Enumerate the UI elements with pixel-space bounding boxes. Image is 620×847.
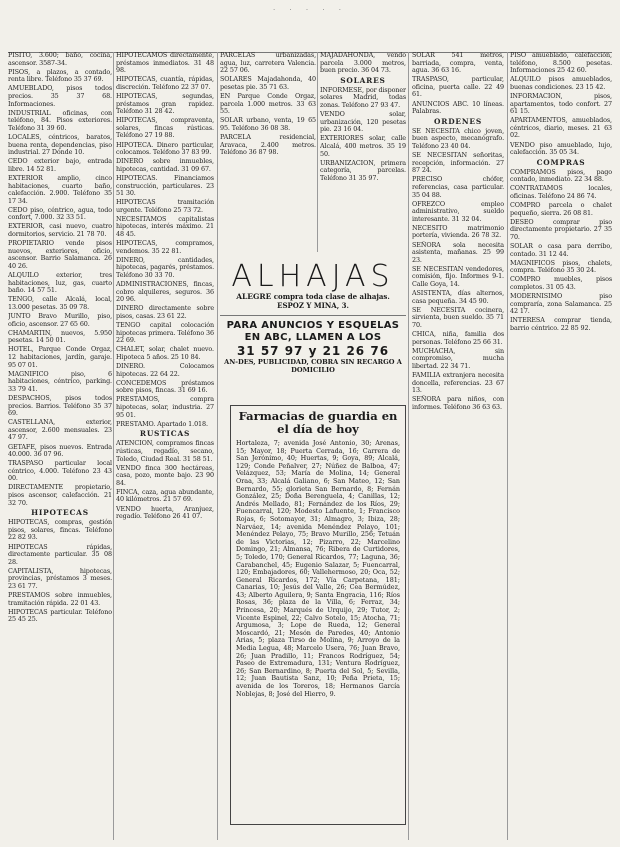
alhajas-brand: ALEGRE: [236, 292, 272, 301]
classified-ad: COMPRO parcela o chalet pequeño, sierra. 26 08 81.: [510, 201, 612, 217]
classified-ad: CHALET, solar, chalet nuevo. Hipoteca 5 años. 25 10 84.: [116, 345, 214, 361]
classified-ad: DIRECTAMENTE propietario, pisos ascensor, calefacción. 21 32 70.: [8, 483, 112, 507]
classified-ad: SOLAR urbano, venta, 19 65 95. Teléfono 36 08 38.: [220, 116, 316, 132]
classified-ad: ALQUILO pisos amueblados, buenas condiciones. 23 15 42.: [510, 75, 612, 91]
classified-ad: PARCELA residencial, Aravaca, 2.400 metros. Teléfono 36 87 98.: [220, 132, 316, 157]
classified-column-3: [220, 52, 316, 252]
column-divider: [507, 52, 508, 840]
classified-ad: SOLAR o casa para derribo, contado. 31 12 44.: [510, 242, 612, 258]
alhajas-ad: [220, 259, 406, 310]
classified-ad: CHAMARTIN, nuevos, 5.950 pesetas. 14 50 01.: [8, 328, 112, 345]
classified-ad: HIPOTECA. Dinero particular, colocamos. Teléfono 37 83 99.: [116, 140, 214, 157]
classified-ad: INDUSTRIAL oficinas, con teléfono, 84. Pisos exteriores. Teléfono 31 39 60.: [8, 108, 112, 132]
classified-ad: INTERESA comprar tienda, barrio céntrico. 22 85 92.: [510, 316, 612, 332]
classified-ad: EXTERIOR amplio, cinco habitaciones, cuarto baño, calefacción. 2.900. Teléfono 35 17 34.: [8, 173, 112, 205]
classified-ad: GETAFE, pisos nuevos. Entrada 40.000. 36 07 96.: [8, 442, 112, 459]
classified-ad: SEÑORA para niños, con informes. Teléfono 36 63 63.: [412, 395, 504, 411]
classified-ad: VENDO huerta, Aranjuez, regadío. Teléfono 26 41 07.: [116, 504, 214, 521]
classified-ad: EXTERIORES solar, calle Alcalá, 400 metros. 35 19 50.: [320, 134, 406, 158]
classified-ad: SE NECESITAN señoritas, recepción, información. 27 87 24.: [412, 151, 504, 175]
alhajas-address: ESPOZ Y MINA, 3.: [277, 301, 349, 310]
classified-ad: SE NECESITA cocinera, sirvienta, buen sueldo. 35 71 70.: [412, 305, 504, 329]
classified-ad: PRESTAMO. Apartado 1.018.: [116, 419, 208, 428]
classified-ad: ATENCION, compramos fincas rústicas, regadío, secano, Toledo, Ciudad Real. 31 58 51.: [116, 439, 214, 463]
classified-ad: TENGO capital colocación hipotecas primera. Teléfono 36 22 69.: [116, 321, 214, 345]
classified-ad: APARTAMENTOS, amueblados, céntricos, diario, meses. 21 63 02.: [510, 116, 612, 140]
classified-ad: DINERO directamente sobre pisos, casas. 23 61 22.: [116, 304, 214, 320]
classified-ad: MUCHACHA, sin compromiso, mucha libertad. 22 34 71.: [412, 346, 504, 370]
classified-column-4: [320, 52, 406, 252]
section-heading: RUSTICAS: [139, 429, 191, 439]
classified-ad: DINERO sobre inmuebles, hipotecas, cantidad. 31 09 67.: [116, 157, 214, 173]
classified-ad: CAPITALISTA, hipotecas, provincias, préstamos 3 meses. 23 61 77.: [8, 566, 112, 590]
classified-ad: HIPOTECAS, compramos, vendemos. 35 22 81.: [116, 239, 214, 255]
classified-column-5: [412, 52, 504, 840]
classified-ad: PISOS, a plazos, a contado, renta libre. Teléfono 35 37 69.: [8, 67, 112, 84]
classified-ad: CEDO piso, céntrico, agua, todo confort, 7.000. 32 33 51.: [8, 205, 112, 222]
classified-ad: COMPRAMOS pisos, pago contado, inmediato. 22 34 88.: [510, 167, 612, 184]
section-heading: ORDENES: [434, 116, 482, 126]
anuncios-footer: AN-DES, PUBLICIDAD, COBRA SIN RECARGO A DOMICILIO: [224, 358, 402, 374]
classified-ad: DINERO. Colocamos hipotecas. 22 64 22.: [116, 362, 214, 378]
classified-ad: MAGNIFICO piso, 6 habitaciones, céntrico, parking. 33 79 41.: [8, 369, 112, 393]
classified-ad: CASTELLANA, exterior, ascensor, 2.600 mensuales. 23 47 97.: [8, 418, 112, 442]
anuncios-line-1: PARA ANUNCIOS Y ESQUELAS: [226, 320, 400, 331]
classified-ad: ANUNCIOS ABC. 10 líneas. Palabras.: [412, 99, 504, 116]
classified-ad: JUNTO Bravo Murillo, piso, oficio, ascensor. 27 65 60.: [8, 312, 112, 328]
classified-ad: INFORMACION, pisos, apartamentos, todo confort. 27 61 15.: [510, 91, 612, 116]
classified-ad: PRECISO chófer, referencias, casa particular. 35 04 88.: [412, 175, 504, 199]
classified-ad: PISO amueblado, calefacción, teléfono, 8.500 pesetas. Informaciones 25 42 60.: [510, 52, 612, 75]
classified-ad: HIPOTECAS tramitación urgente. Teléfono 25 73 72.: [116, 198, 214, 214]
classified-ad: SOLAR 541 metros, barriada, compra, venta, agua. 36 63 16.: [412, 52, 504, 75]
classified-ad: PISITO, 3.600; baño, cocina, ascensor. 3587-34.: [8, 52, 112, 67]
column-divider: [113, 52, 114, 840]
farmacias-list: Hortaleza, 7; avenida José Antonio, 30; Arenas, 15; Mayor, 18; Puerta Cerrada, 16; Carrera de San Jerónimo, 40; Huertas, 9; Goya, 89; Alcalá, 129; Conde Peñalver, 27; Núñez de Balboa, 47; Velázquez, 53; María de Molina, 14; General Oraa, 33; Alcalá Galiano, 6; San Mateo, 12; San Bernardo, 55; glorieta San Bernardo, 8; Fernán González, 25; Doña Berenguela, 4; Canillas, 12; Andrés Mellado, 81; Fernández de los Ríos, 29; Fuencarral, 120; Modesto Lafuente, 1; Francisco Rojas, 6; Sotomayor, 31; Almagro, 3; Ibiza, 28; Narváez, 14; avenida Menéndez Pelayo, 101; Menéndez Pelayo, 75; Bravo Murillo, 256; Tetuán de las Victorias, 12; Pizarro, 22; Marcelino Domingo, 21; Almansa, 76; Ribera de Curtidores, 5; Toledo, 170; General Ricardos, 77; Laguna, 36; Carabanchel, 45; Eugenio Salazar, 5; Fuencarral, 120; Embajadores, 60; Vallehermoso, 20; Oca, 52; General Ricardos, 172; Vía Carpetana, 181; Canarias, 10; Jesús del Valle, 26; Cea Bermúdez, 43; Alberto Aguilera, 9; Santa Engracia, 116; Ríos Rosas, 36; plaza de la Villa, 6; Ferraz, 34; Princesa, 20; Marqués de Urquijo, 29; Tutor, 2; Vicente Espinel, 22; Calvo Sotelo, 15; Atocha, 71; Argumosa, 3; Lope de Rueda, 12; General Moscardó, 21; Mesón de Paredes, 40; Antonio Arias, 5; plaza Tirso de Molina, 9; Arroyo de la Media Legua, 48; Marcelo Usera, 76; Juan Bravo, 26; Juan Pradillo, 11; Francos Rodríguez, 54; Paseo de Extremadura, 131; Ventura Rodríguez, 26; San Bernardino, 8; Puerta del Sol, 5; Sevilla, 12; Juan Bautista Sanz, 10; Peña Prieta, 15; avenida de los Toreros, 18; Hermanos García Noblejas, 8; José del Hierro, 9.: [236, 439, 400, 698]
classified-ad: VENDO finca 300 hectáreas, casa, pozo, monte bajo. 23 90 84.: [116, 463, 214, 487]
farmacias-title: Farmacias de guardia en el día de hoy: [238, 409, 398, 436]
anuncios-line-2: EN ABC, LLAMEN A LOS: [244, 332, 382, 343]
column-divider: [408, 52, 409, 840]
alhajas-description: compra toda clase de alhajas.: [273, 292, 390, 301]
classified-ad: ADMINISTRACIONES, fincas, cobro alquileres, seguros. 36 20 96.: [116, 280, 214, 304]
classified-ad: SEÑORA sola necesita asistenta, mañanas. 25 99 23.: [412, 240, 504, 264]
classified-column-2: [116, 52, 214, 840]
classified-column-1: [8, 52, 112, 840]
classified-ad: DESEO comprar piso directamente propietario. 27 35 70.: [510, 217, 612, 241]
classified-ad: SE NECESITA chico joven, buen aspecto, mecanógrafo. Teléfono 23 40 04.: [412, 126, 504, 150]
classified-ad: SOLARES Majadahonda, 40 pesetas pie. 35 71 63.: [220, 75, 316, 91]
classified-ad: CONCEDEMOS préstamos sobre pisos, fincas. 31 69 16.: [116, 378, 214, 395]
classified-ad: ALQUILO exterior, tres habitaciones, luz, gas, cuarto baño. 14 57 51.: [8, 271, 112, 295]
classified-ad: HIPOTECAMOS directamente, préstamos inmediatos. 31 48 98.: [116, 52, 214, 75]
page-folio: . . . . .: [272, 4, 348, 12]
classified-ad: EXTERIOR, casi nuevo, cuatro dormitorios, servicio. 21 78 70.: [8, 222, 112, 239]
classified-ad: PRESTAMOS, compra hipotecas, solar, industria. 27 95 01.: [116, 395, 214, 419]
classified-column-6: [510, 52, 612, 840]
anuncios-ad: [220, 315, 406, 374]
classified-ad: COMPRO muebles, pisos completos. 31 05 43.: [510, 275, 612, 292]
classified-ad: TENGO, calle Alcalá, local, 13.000 pesetas. 35 09 78.: [8, 295, 112, 311]
classified-ad: VENDO solar, urbanización, 120 pesetas pie. 23 16 04.: [320, 110, 406, 134]
classified-ad: PROPIETARIO vende pisos nuevos, exteriores, oficio, ascensor. Barrio Salamanca. 26 40 26.: [8, 239, 112, 270]
classified-ad: LOCALES, céntricos, baratos, buena renta, dependencias, piso industrial. 27 Dónde 10.: [8, 132, 112, 157]
classified-ad: TRASPASO, particular, oficina, puerta calle. 22 49 61.: [412, 75, 504, 99]
classified-ad: PARCELAS urbanizadas, agua, luz, carretera Valencia. 22 57 06.: [220, 52, 316, 75]
classified-ad: MAJADAHONDA, vendo parcela 3.000 metros, buen precio. 36 04 73.: [320, 52, 406, 75]
classified-ad: DESPACHOS, pisos todos precios. Barrios. Teléfono 35 37 69.: [8, 393, 112, 418]
classified-ad: OFREZCO empleo administrativo, sueldo interesante. 31 32 04.: [412, 199, 504, 223]
classified-ad: HIPOTECAS, compraventa, solares, fincas rústicas. Teléfono 27 19 88.: [116, 116, 214, 140]
classified-ad: FINCA, caza, agua abundante, 40 kilómetros. 21 57 69.: [116, 487, 214, 504]
classified-ad: FAMILIA extranjera necesita doncella, referencias. 23 67 13.: [412, 371, 504, 395]
classified-ad: CHICA, niña, familia dos personas. Teléfono 25 66 31.: [412, 330, 504, 346]
column-divider: [217, 52, 218, 840]
classified-ad: TRASPASO particular local céntrico, 4.000. Teléfono 23 43 00.: [8, 459, 112, 483]
classified-ad: CONTRATAMOS locales, oficinas. Teléfono 24 86 74.: [510, 184, 612, 200]
classified-ad: PRESTAMOS sobre inmuebles, tramitación rápida. 22 01 43.: [8, 591, 112, 607]
anuncios-phone: 31 57 97 y 21 26 76: [236, 344, 390, 358]
classified-ad: CEDO exterior bajo, entrada libre. 14 52 81.: [8, 157, 112, 173]
section-heading: HIPOTECAS: [31, 508, 89, 518]
classified-ad: URBANIZACION, primera categoría, parcelas. Teléfono 31 35 97.: [320, 158, 406, 182]
classified-ad: HIPOTECAS, compras, gestión pisos, solares, fincas. Teléfono 22 82 93.: [8, 518, 112, 542]
classified-ad: INFORMESE, por disponer solares Madrid, todas zonas. Teléfono 27 93 47.: [320, 85, 406, 109]
newspaper-page: [8, 22, 612, 840]
classified-ad: HOTEL, Parque Conde Orgaz, 12 habitaciones, jardín, garaje. 95 07 01.: [8, 345, 112, 369]
classified-ad: MAGNIFICOS pisos, chalets, compra. Teléfono 35 30 24.: [510, 258, 612, 275]
classified-ad: VENDO piso amueblado, lujo, calefacción. 35 05 34.: [510, 140, 612, 157]
section-heading: COMPRAS: [536, 157, 586, 167]
classified-ad: NECESITO matrimonio portería, vivienda. 26 78 32.: [412, 223, 504, 240]
alhajas-title: ALHAJAS: [231, 259, 395, 294]
classified-ad: MODERNISIMO piso compraría, zona Salamanca. 25 42 17.: [510, 292, 612, 316]
farmacias-box: [230, 405, 406, 825]
classified-ad: ASISTENTA, días alternos, casa pequeña. 34 45 90.: [412, 289, 504, 305]
classified-ad: NECESITAMOS capitalistas hipotecas, interés máximo. 21 48 45.: [116, 214, 214, 239]
alhajas-line-1: [220, 292, 406, 301]
section-heading: SOLARES: [340, 75, 386, 85]
classified-ad: HIPOTECAS, segundas, préstamos gran rapidez. Teléfono 31 28 42.: [116, 91, 214, 116]
classified-ad: HIPOTECAS rápidas, directamente particular. 35 08 28.: [8, 542, 112, 566]
classified-ad: EN Parque Conde Orgaz, parcela 1.000 metros. 33 63 55.: [220, 91, 316, 116]
classified-ad: AMUEBLADO, pisos todos precios. 35 37 68. Informaciones.: [8, 84, 112, 108]
column-divider: [317, 52, 318, 252]
classified-ad: HIPOTECAS, cuantía, rápidas, discreción. Teléfono 22 37 07.: [116, 75, 214, 91]
classified-ad: HIPOTECAS. Financiamos construcción, particulares. 23 51 30.: [116, 173, 214, 198]
classified-ad: DINERO, cantidades, hipotecas, pagarés, préstamos. Teléfono 30 33 70.: [116, 255, 214, 280]
classified-ad: SE NECESITAN vendedores, comisión, fijo. Informes 9-1. Calle Goya, 14.: [412, 264, 504, 289]
classified-ad: HIPOTECAS particular. Teléfono 25 45 25.: [8, 607, 112, 624]
